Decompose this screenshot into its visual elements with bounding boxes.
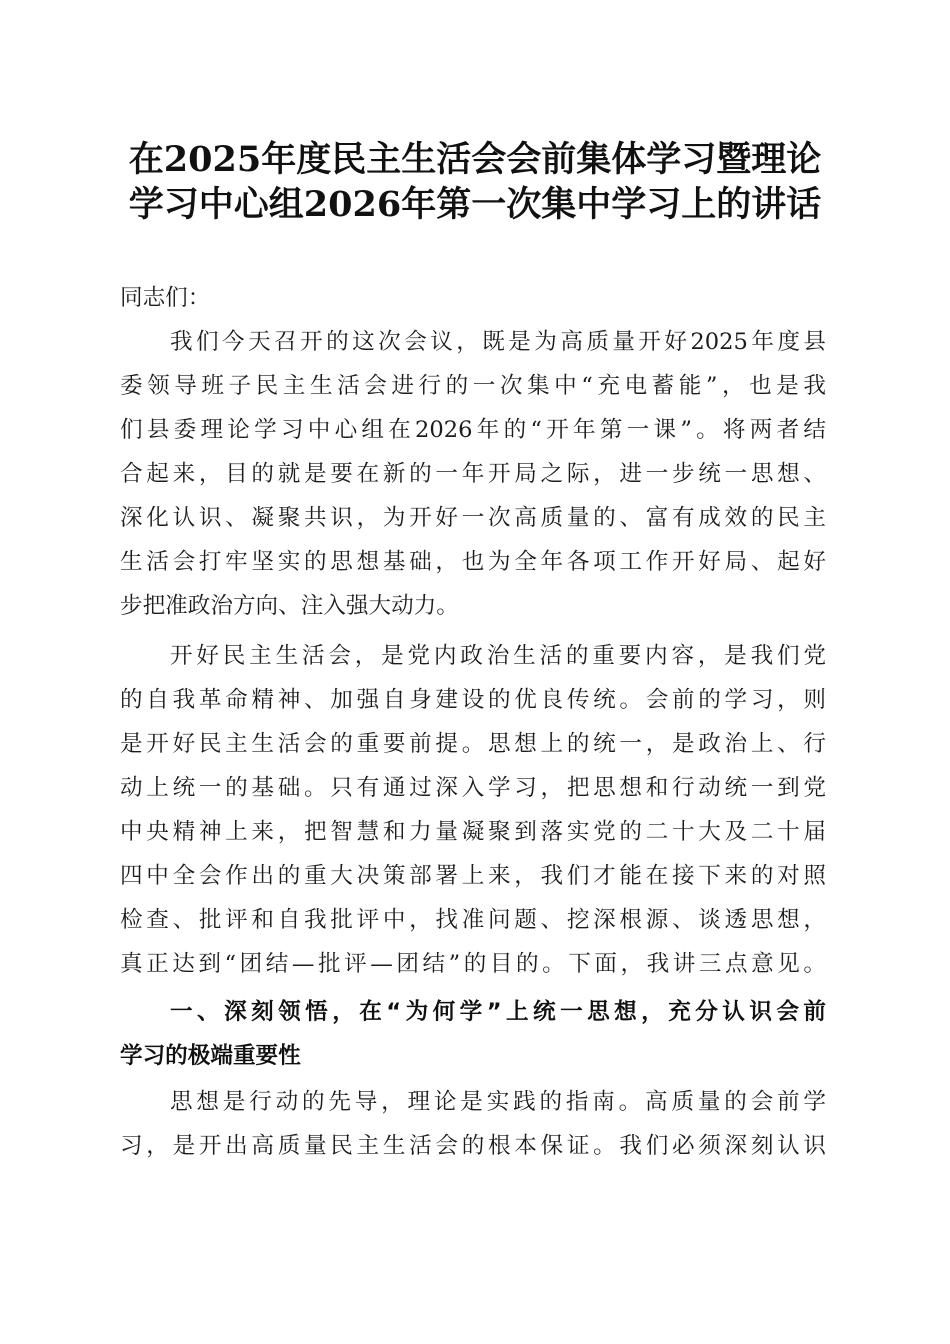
- paragraph-2-line-8: 真正达到“团结—批评—团结”的目的。下面，我讲三点意见。: [120, 951, 826, 977]
- paragraph-1-line-4: 合起来，目的就是要在新的一年开局之际，进一步统一思想、: [120, 461, 826, 487]
- paragraph-2-line-1: 开好民主生活会，是党内政治生活的重要内容，是我们党: [170, 643, 826, 669]
- paragraph-1-line-3: 们县委理论学习中心组在2026年的“开年第一课”。将两者结: [120, 417, 826, 443]
- section-heading-1-line-1: 一、深刻领悟，在“为何学”上统一思想，充分认识会前: [170, 999, 826, 1025]
- paragraph-1-line-2: 委领导班子民主生活会进行的一次集中“充电蓄能”，也是我: [120, 373, 826, 399]
- paragraph-1-line-1: 我们今天召开的这次会议，既是为高质量开好2025年度县: [170, 329, 826, 355]
- paragraph-2-line-3: 是开好民主生活会的重要前提。思想上的统一，是政治上、行: [120, 731, 826, 757]
- paragraph-1-line-7: 步把准政治方向、注入强大动力。: [120, 593, 459, 619]
- paragraph-2-line-2: 的自我革命精神、加强自身建设的优良传统。会前的学习，则: [120, 687, 826, 713]
- salutation: 同志们：: [120, 285, 211, 311]
- document-title-line-2: 学习中心组2026年第一次集中学习上的讲话: [128, 184, 822, 225]
- paragraph-3-line-1: 思想是行动的先导，理论是实践的指南。高质量的会前学: [170, 1089, 826, 1115]
- paragraph-2-line-5: 中央精神上来，把智慧和力量凝聚到落实党的二十大及二十届: [120, 819, 826, 845]
- paragraph-2-line-7: 检查、批评和自我批评中，找准问题、挖深根源、谈透思想，: [120, 907, 826, 933]
- paragraph-1-line-5: 深化认识、凝聚共识，为开好一次高质量的、富有成效的民主: [120, 505, 826, 531]
- paragraph-3-line-2: 习，是开出高质量民主生活会的根本保证。我们必须深刻认识: [120, 1133, 826, 1159]
- paragraph-2-line-6: 四中全会作出的重大决策部署上来，我们才能在接下来的对照: [120, 863, 826, 889]
- section-heading-1-line-2: 学习的极端重要性: [120, 1043, 301, 1069]
- paragraph-1-line-6: 生活会打牢坚实的思想基础，也为全年各项工作开好局、起好: [120, 549, 826, 575]
- paragraph-2-line-4: 动上统一的基础。只有通过深入学习，把思想和行动统一到党: [120, 775, 826, 801]
- document-title-line-1: 在2025年度民主生活会会前集体学习暨理论: [128, 139, 822, 180]
